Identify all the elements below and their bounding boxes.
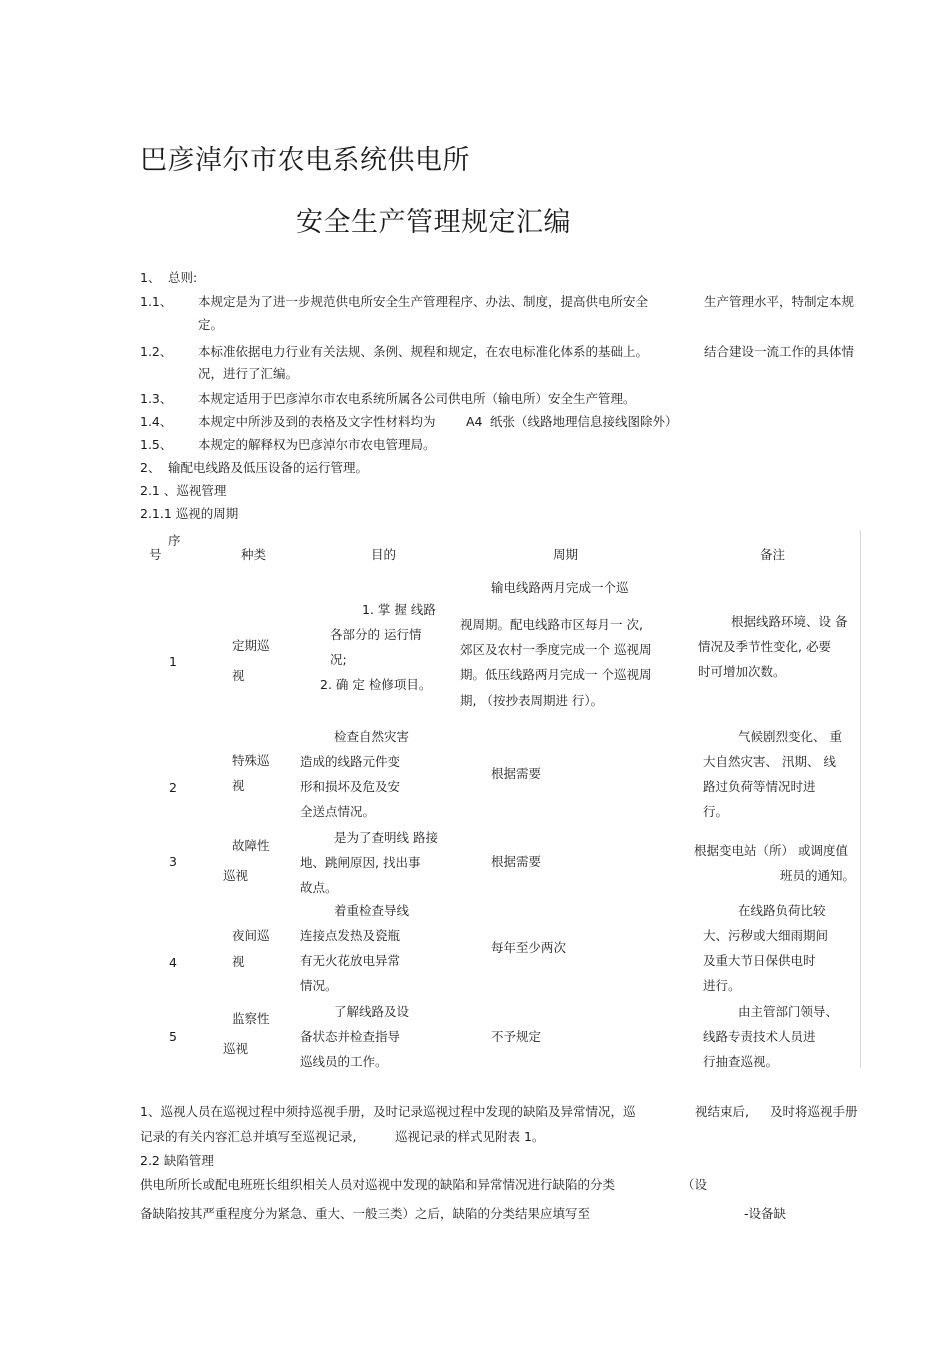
row1-purpose-line1: 1. 掌 握 线路 (362, 602, 436, 617)
section-1-text: 总则: (168, 270, 198, 285)
section-2-text: 输配电线路及低压设备的运行管理。 (168, 460, 369, 475)
row1-remark-line1: 根据线路环境、设 备 (731, 614, 848, 629)
row4-period: 每年至少两次 (491, 940, 567, 955)
row5-purpose-line2: 备状态并检查指导 (300, 1029, 401, 1044)
row5-kind-line2: 巡视 (223, 1041, 249, 1056)
patrol-paragraph-line2-end: 巡视记录的样式见附表 1。 (395, 1129, 545, 1144)
row4-purpose-line2: 连接点发热及瓷瓶 (300, 928, 401, 943)
patrol-paragraph-line1-end: 及时将巡视手册 (770, 1104, 858, 1119)
header-purpose: 目的 (371, 547, 397, 562)
table-right-border (860, 530, 861, 1068)
row4-seq: 4 (169, 955, 177, 970)
section-1-4-text: 本规定中所涉及到的表格及文字性材料均为 (198, 414, 436, 429)
row2-remark-line2: 大自然灾害、 汛期、 线 (703, 754, 836, 769)
row3-purpose-line1: 是为了查明线 路接 (334, 830, 438, 845)
row1-purpose-line4: 2. 确 定 检修项目。 (320, 677, 432, 692)
row1-kind-line1: 定期巡 (232, 638, 270, 653)
section-1-4-paper-size: A4 (466, 414, 483, 429)
section-2-2-heading: 2.2 缺陷管理 (140, 1153, 214, 1168)
section-1-2-text-cont: 结合建设一流工作的具体情 (704, 344, 855, 359)
row5-purpose-line1: 了解线路及设 (334, 1004, 410, 1019)
defect-paragraph-line1-end: （设 (682, 1177, 708, 1192)
row2-kind-line1: 特殊巡 (232, 753, 270, 768)
row5-purpose-line3: 巡线员的工作。 (300, 1054, 388, 1069)
row5-kind-line1: 监察性 (232, 1011, 270, 1026)
row1-period-line4: 期。低压线路两月完成一 个巡视周 (460, 667, 652, 682)
header-period: 周期 (553, 547, 579, 562)
section-1-5-number: 1.5、 (140, 437, 173, 452)
row1-purpose-line2: 各部分的 运行情 (330, 627, 422, 642)
row4-purpose-line3: 有无火花放电异常 (300, 953, 401, 968)
row5-remark-line2: 线路专责技术人员进 (703, 1029, 816, 1044)
section-1-1-text: 本规定是为了进一步规范供电所安全生产管理程序、办法、制度，提高供电所安全 (198, 294, 649, 309)
row1-period-line1: 输电线路两月完成一个巡 (491, 580, 629, 595)
header-remark: 备注 (760, 547, 786, 562)
row2-remark-line1: 气候剧烈变化、 重 (738, 729, 842, 744)
section-1-4-text-end: 纸张（线路地理信息接线图除外） (490, 414, 678, 429)
row3-period: 根据需要 (491, 854, 542, 869)
section-1-1-text-cont: 生产管理水平，特制定本规 (704, 294, 855, 309)
row5-seq: 5 (169, 1029, 177, 1044)
row5-remark-line3: 行抽查巡视。 (703, 1054, 779, 1069)
section-2-1-1-heading: 2.1.1 巡视的周期 (140, 506, 239, 521)
document-title-line1: 巴彦淖尔市农电系统供电所 (140, 145, 470, 176)
row2-purpose-line4: 全送点情况。 (300, 804, 376, 819)
row2-seq: 2 (169, 780, 177, 795)
section-2-number: 2、 (140, 460, 161, 475)
row4-remark-line4: 进行。 (703, 978, 741, 993)
patrol-paragraph-line2: 记录的有关内容汇总并填写至巡视记录, (140, 1129, 357, 1144)
row4-remark-line2: 大、污秽或大细雨期间 (703, 928, 829, 943)
row3-kind-line2: 巡视 (223, 868, 249, 883)
row4-remark-line3: 及重大节日保供电时 (703, 953, 816, 968)
section-1-2-text-end: 况，进行了汇编。 (198, 366, 299, 381)
defect-paragraph-line1: 供电所所长或配电班班长组织相关人员对巡视中发现的缺陷和异常情况进行缺陷的分类 (140, 1177, 616, 1192)
row3-seq: 3 (169, 854, 177, 869)
row2-purpose-line2: 造成的线路元件变 (300, 754, 401, 769)
section-2-1-heading: 2.1 、巡视管理 (140, 483, 227, 498)
patrol-paragraph-line1-cont: 视结束后, (695, 1104, 749, 1119)
row5-remark-line1: 由主管部门领导、 (738, 1004, 839, 1019)
section-1-5-text: 本规定的解释权为巴彦淖尔市农电管理局。 (198, 437, 436, 452)
row2-purpose-line1: 检查自然灾害 (334, 729, 410, 744)
section-1-4-number: 1.4、 (140, 414, 173, 429)
row4-purpose-line4: 情况。 (300, 978, 338, 993)
header-seq-top: 序 (168, 533, 181, 548)
row3-remark-line2: 班员的通知。 (780, 868, 856, 883)
row2-kind-line2: 视 (232, 778, 245, 793)
patrol-paragraph-line1: 1、巡视人员在巡视过程中须持巡视手册，及时记录巡视过程中发现的缺陷及异常情况，巡 (140, 1104, 636, 1119)
row3-remark-line1: 根据变电站（所） 或调度值 (694, 843, 848, 858)
row2-period: 根据需要 (491, 766, 542, 781)
row4-purpose-line1: 着重检查导线 (334, 903, 410, 918)
document-title-line2: 安全生产管理规定汇编 (296, 207, 571, 238)
row1-remark-line3: 时可增加次数。 (698, 664, 786, 679)
row3-purpose-line3: 故点。 (300, 880, 338, 895)
section-1-1-number: 1.1、 (140, 294, 173, 309)
section-1-2-text: 本标准依据电力行业有关法规、条例、规程和规定，在农电标准化体系的基础上。 (198, 344, 649, 359)
section-1-2-number: 1.2、 (140, 344, 173, 359)
row2-remark-line3: 路过负荷等情况时进 (703, 779, 816, 794)
row3-kind-line1: 故障性 (232, 838, 270, 853)
row1-remark-line2: 情况及季节性变化, 必要 (698, 639, 831, 654)
header-seq-bottom: 号 (149, 547, 162, 562)
row4-kind-line1: 夜间巡 (232, 928, 270, 943)
section-1-3-text: 本规定适用于巴彦淖尔市农电系统所属各公司供电所（输电所）安全生产管理。 (198, 391, 636, 406)
row1-period-line3: 郊区及农村一季度完成一个 巡视周 (460, 642, 652, 657)
section-1-number: 1、 (140, 270, 161, 285)
defect-paragraph-line2: 备缺陷按其严重程度分为紧急、重大、一般三类）之后，缺陷的分类结果应填写至 (140, 1206, 591, 1221)
row2-remark-line4: 行。 (703, 804, 729, 819)
defect-paragraph-line2-end: -设备缺 (744, 1206, 787, 1221)
row4-remark-line1: 在线路负荷比较 (738, 903, 826, 918)
row1-seq: 1 (169, 654, 177, 669)
section-1-3-number: 1.3、 (140, 391, 173, 406)
row5-period: 不予规定 (491, 1029, 542, 1044)
row1-period-line2: 视周期。配电线路市区每月一 次, (460, 617, 643, 632)
row3-purpose-line2: 地、跳闸原因, 找出事 (300, 855, 421, 870)
row4-kind-line2: 视 (232, 954, 245, 969)
row1-kind-line2: 视 (232, 668, 245, 683)
section-1-1-text-end: 定。 (198, 317, 224, 332)
row2-purpose-line3: 形和损坏及危及安 (300, 779, 401, 794)
row1-purpose-line3: 况; (330, 652, 347, 667)
header-kind: 种类 (241, 547, 267, 562)
row1-period-line5: 期, （按抄表周期进 行）。 (460, 693, 604, 708)
